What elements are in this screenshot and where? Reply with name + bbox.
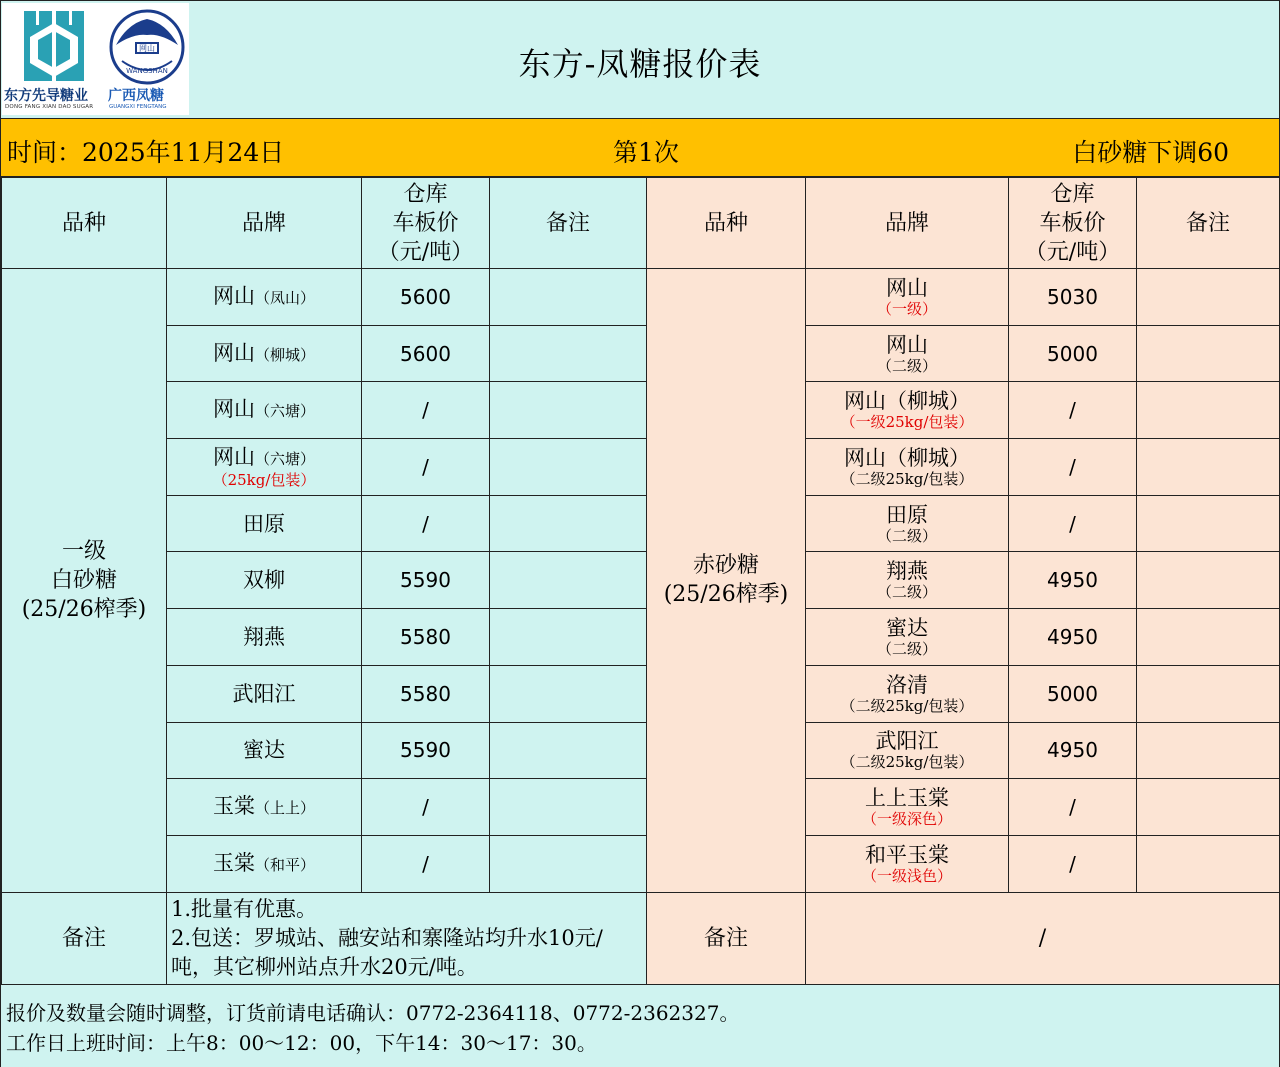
left-price: / [362,382,490,439]
brand-name: 武阳江 [232,681,296,706]
table-row [2,835,1280,892]
brand-name: 玉棠 [212,850,255,875]
header-brand-right: 品牌 [806,178,1009,269]
brand-subtext: （二级） [876,583,937,602]
right-brand [806,665,1009,722]
brand-tag: （柳城） [254,345,315,364]
price-adjustment: 白砂糖下调60 [1072,138,1229,167]
right-note-label: 备注 [647,892,806,984]
quote-round: 第1次 [613,138,679,167]
brand-name: 武阳江 [875,729,939,754]
footer [1,984,1279,1067]
brand-name: 双柳 [243,568,285,593]
right-category [647,269,806,893]
right-brand [806,609,1009,666]
brand-tag: （上上） [254,799,315,818]
right-remark [1137,269,1280,326]
left-price: 5590 [362,722,490,779]
right-price: / [1009,779,1137,836]
left-remark [490,439,647,496]
table-row [2,609,1280,666]
left-price: 5590 [362,552,490,609]
right-remark [1137,552,1280,609]
left-remark [490,722,647,779]
note-line: 2.包送：罗城站、融安站和寨隆站均升水10元/吨，其它柳州站点升水20元/吨。 [171,925,603,979]
brand-subtext: （二级25kg/包装） [840,469,974,488]
right-brand [806,835,1009,892]
left-remark [490,835,647,892]
left-brand [167,382,362,439]
brand-subtext: （一级浅色） [861,866,952,885]
left-price: 5580 [362,609,490,666]
brand-name: 网山（柳城） [844,445,970,470]
right-remark [1137,779,1280,836]
right-price: 4950 [1009,609,1137,666]
brand-name: 网山 [212,340,255,365]
brand-name: 洛清 [886,672,928,697]
header-price-right: 仓库 车板价 （元/吨） [1009,178,1137,269]
quote-date: 时间：2025年11月24日 [7,138,285,167]
right-brand [806,439,1009,496]
table-row [2,552,1280,609]
brand-name: 网山 [212,444,255,469]
right-price: / [1009,439,1137,496]
brand-subtext: （二级） [876,639,937,658]
brand-name: 玉棠 [212,794,255,819]
left-brand [167,495,362,552]
left-remark [490,779,647,836]
brand-name: 蜜达 [243,738,285,763]
left-price: / [362,779,490,836]
right-remark [1137,439,1280,496]
header-variety-left: 品种 [2,178,167,269]
right-remark [1137,835,1280,892]
brand-tag: （六塘） [254,449,315,468]
left-note-label: 备注 [2,892,167,984]
brand-name: 上上玉棠 [865,786,949,811]
right-remark [1137,609,1280,666]
left-price: 5600 [362,269,490,326]
right-price: 5000 [1009,665,1137,722]
right-price: / [1009,382,1137,439]
left-brand [167,325,362,382]
right-brand [806,495,1009,552]
table-row [2,269,1280,326]
right-remark [1137,722,1280,779]
left-remark [490,495,647,552]
left-price: / [362,439,490,496]
right-remark [1137,382,1280,439]
left-brand [167,722,362,779]
right-remark [1137,665,1280,722]
left-price: 5580 [362,665,490,722]
brand-subtext: （二级25kg/包装） [840,696,974,715]
brand-name: 和平玉棠 [865,842,949,867]
left-brand [167,665,362,722]
right-category-season: (25/26榨季) [663,582,789,608]
right-price: / [1009,835,1137,892]
left-remark [490,665,647,722]
right-brand [806,382,1009,439]
brand-subtext: （二级） [876,526,937,545]
svg-text:网山: 网山 [139,44,155,53]
logo-left-name: 东方先导糖业 [4,88,88,104]
header [1,1,1279,118]
left-brand [167,835,362,892]
left-remark [490,609,647,666]
brand-name: 网山 [886,332,928,357]
brand-tag: （六塘） [254,402,315,421]
left-brand [167,609,362,666]
svg-text:WANGSHAN: WANGSHAN [126,67,168,75]
brand-name: 网山 [212,283,255,308]
page-title: 东方-凤糖报价表 [518,45,762,83]
brand-subtext: （25kg/包装） [212,470,316,489]
brand-tag: （和平） [254,855,315,874]
left-price: / [362,835,490,892]
brand-tag: （凤山） [254,288,315,307]
left-remark [490,382,647,439]
left-remark [490,552,647,609]
table-row [2,325,1280,382]
right-brand [806,552,1009,609]
right-brand [806,269,1009,326]
price-table [1,177,1280,985]
right-price: 5000 [1009,325,1137,382]
left-brand [167,779,362,836]
right-category-name: 赤砂糖 [692,553,759,579]
table-row [2,722,1280,779]
note-line: 1.批量有优惠。 [171,896,318,921]
right-note-content: / [806,892,1280,984]
brand-subtext: （一级） [876,299,937,318]
brand-name: 田原 [243,511,285,536]
logo-right-sub: GUANGXI FENGTANG [109,104,167,110]
header-remark-left: 备注 [490,178,647,269]
notes-row [2,892,1280,984]
left-price: / [362,495,490,552]
table-row [2,495,1280,552]
brand-name: 田原 [886,502,928,527]
left-price: 5600 [362,325,490,382]
right-price: 4950 [1009,722,1137,779]
table-row [2,439,1280,496]
brand-name: 网山 [212,397,255,422]
brand-subtext: （一级25kg/包装） [840,413,974,432]
logo-right-name: 广西凤糖 [108,88,164,104]
right-brand [806,722,1009,779]
left-category-name: 白砂糖 [50,567,117,593]
header-price-left: 仓库 车板价 （元/吨） [362,178,490,269]
header-remark-right: 备注 [1137,178,1280,269]
left-category-season: (25/26榨季) [21,596,147,622]
left-note-content [167,892,647,984]
header-variety-right: 品种 [647,178,806,269]
right-brand [806,325,1009,382]
table-row [2,779,1280,836]
left-category [2,269,167,893]
right-remark [1137,325,1280,382]
footer-hours: 工作日上班时间：上午8：00～12：00，下午14：30～17：30。 [6,1031,597,1055]
right-price: 4950 [1009,552,1137,609]
left-brand [167,552,362,609]
left-remark [490,325,647,382]
table-row [2,382,1280,439]
right-price: / [1009,495,1137,552]
right-price: 5030 [1009,269,1137,326]
left-remark [490,269,647,326]
header-brand-left: 品牌 [167,178,362,269]
brand-name: 网山 [886,275,928,300]
left-brand [167,439,362,496]
brand-name: 网山（柳城） [844,389,970,414]
brand-name: 翔燕 [243,624,285,649]
left-category-grade: 一级 [61,538,106,564]
right-brand [806,779,1009,836]
left-brand [167,269,362,326]
brand-subtext: （一级深色） [861,810,952,829]
brand-subtext: （二级25kg/包装） [840,753,974,772]
table-row [2,665,1280,722]
logo-left-sub: DONG FANG XIAN DAO SUGAR [5,104,94,110]
brand-subtext: （二级） [876,356,937,375]
brand-name: 蜜达 [886,615,928,640]
info-bar [1,118,1279,177]
brand-name: 翔燕 [886,559,928,584]
right-remark [1137,495,1280,552]
footer-contact: 报价及数量会随时调整，订货前请电话确认：0772-2364118、0772-2362327。 [6,1001,740,1025]
